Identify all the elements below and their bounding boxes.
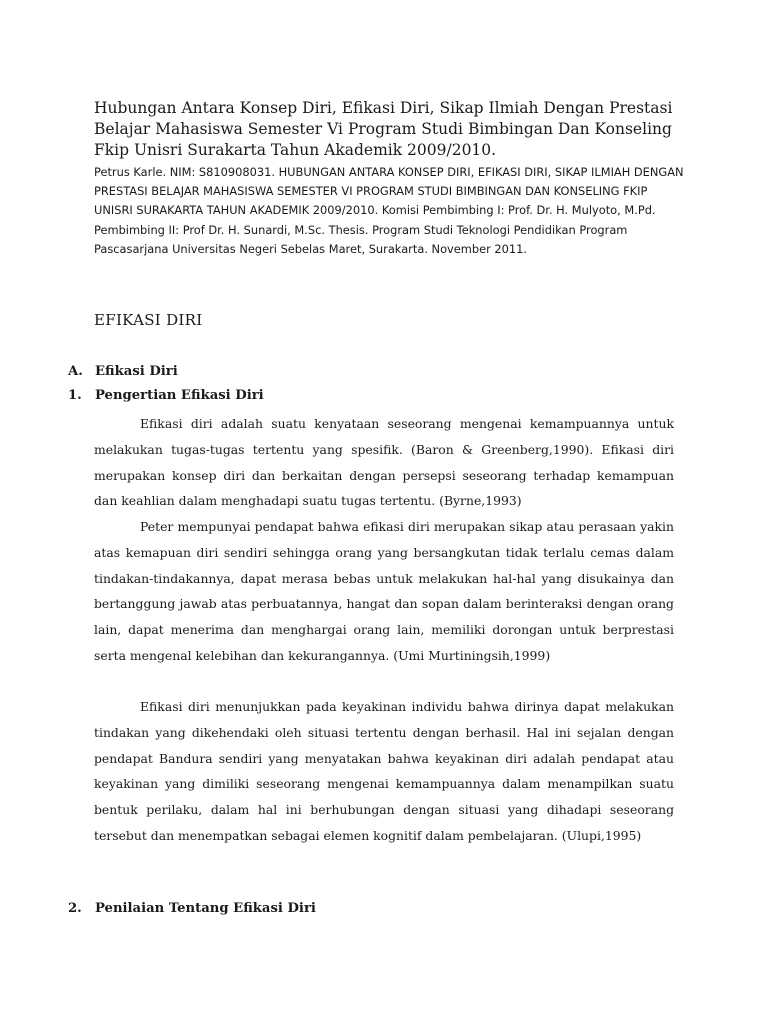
heading-1-text: Pengertian Efikasi Diri: [95, 388, 264, 403]
heading-2: [68, 901, 316, 916]
heading-1: [68, 388, 264, 403]
document-title: Hubungan Antara Konsep Diri, Efikasi Diri, Sikap Ilmiah Dengan Prestasi Belajar Mahasiswa Semester Vi Program Studi Bimbingan Dan Konseling Fkip Unisri Surakarta Tahun Akademik 2009/2010.: [94, 99, 673, 159]
paragraph-3: Efikasi diri menunjukkan pada keyakinan individu bahwa dirinya dapat melakukan tindakan yang dikehendaki oleh situasi tertentu dengan berhasil. Hal ini sejalan dengan pendapat Bandura sendiri yang menyatakan bahwa keyakinan diri adalah pendapat atau keyakinan yang dimiliki seseorang mengenai kemampuannya dalam menampilkan suatu bentuk perilaku, dalam hal ini berhubungan dengan situasi yang dihadapi seseorang tersebut dan menempatkan sebagai elemen kognitif dalam pembelajaran. (Ulupi,1995): [94, 699, 674, 843]
heading-2-text: Penilaian Tentang Efikasi Diri: [95, 901, 316, 916]
heading-a-number: A.: [68, 364, 83, 379]
heading-2-number: 2.: [68, 901, 82, 916]
abstract-text: Petrus Karle. NIM: S810908031. HUBUNGAN ANTARA KONSEP DIRI, EFIKASI DIRI, SIKAP ILMIAH DENGAN PRESTASI BELAJAR MAHASISWA SEMESTER VI PROGRAM STUDI BIMBINGAN DAN KONSELING FKIP UNISRI SURAKARTA TAHUN AKADEMIK 2009/2010. Komisi Pembimbing I: Prof. Dr. H. Mulyoto, M.Pd. Pembimbing II: Prof Dr. H. Sunardi, M.Sc. Thesis. Program Studi Teknologi Pendidikan Program Pascasarjana Universitas Negeri Sebelas Maret, Surakarta. November 2011.: [94, 165, 684, 256]
heading-a-text: Efikasi Diri: [95, 364, 178, 379]
heading-1-number: 1.: [68, 388, 82, 403]
paragraph-2: Peter mempunyai pendapat bahwa efikasi diri merupakan sikap atau perasaan yakin atas kemapuan diri sendiri sehingga orang yang bersangkutan tidak terlalu cemas dalam tindakan-tindakannya, dapat merasa bebas untuk melakukan hal-hal yang disukainya dan bertanggung jawab atas perbuatannya, hangat dan sopan dalam berinteraksi dengan orang lain, dapat menerima dan menghargai orang lain, memiliki dorongan untuk berprestasi serta mengenal kelebihan dan kekurangannya. (Umi Murtiningsih,1999): [94, 519, 674, 663]
paragraph-1: Efikasi diri adalah suatu kenyataan seseorang mengenai kemampuannya untuk melakukan tugas-tugas tertentu yang spesifik. (Baron & Greenberg,1990). Efikasi diri merupakan konsep diri dan berkaitan dengan persepsi seseorang terhadap kemampuan dan keahlian dalam menghadapi suatu tugas tertentu. (Byrne,1993): [94, 416, 674, 509]
heading-a: [68, 364, 178, 379]
section-title: EFIKASI DIRI: [94, 311, 203, 329]
